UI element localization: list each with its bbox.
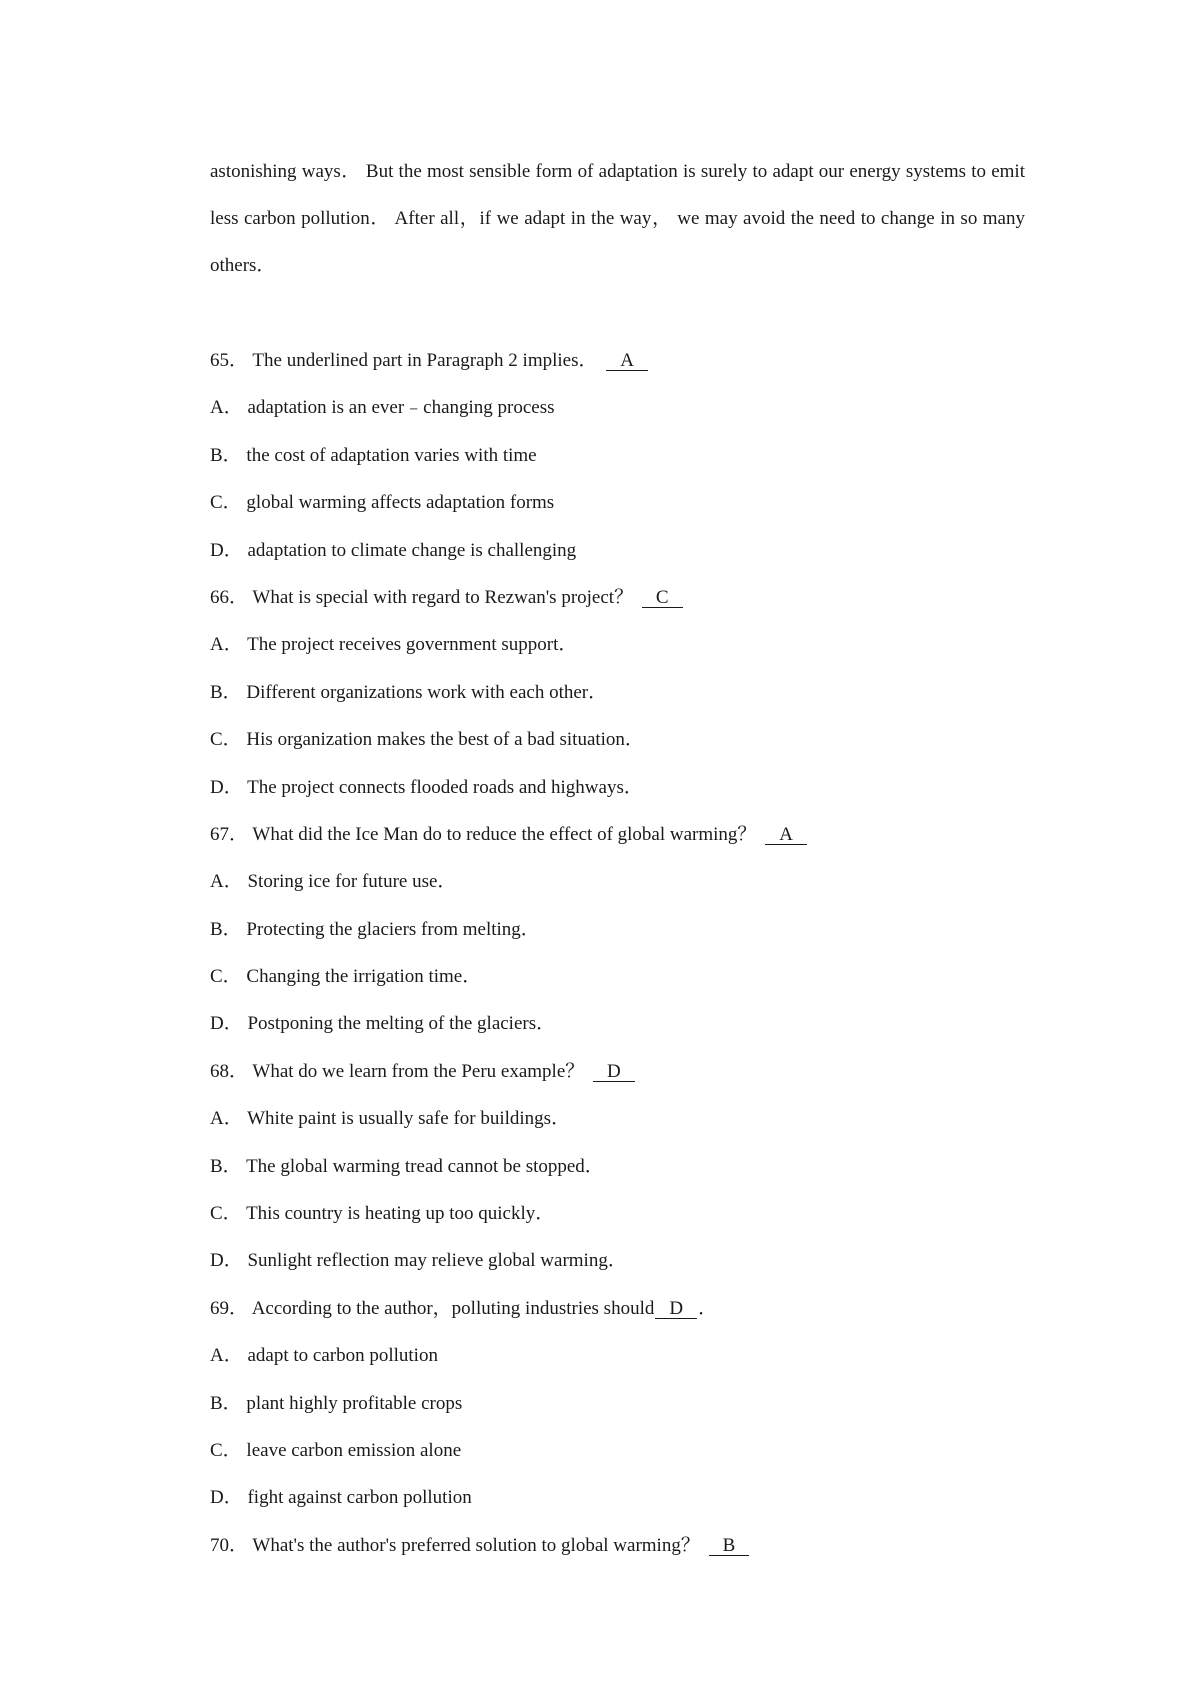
answer-blank: B <box>709 1536 750 1556</box>
answer-blank: D <box>655 1299 697 1319</box>
question-stem: 70． What's the author's preferred solution to global warming？ B <box>210 1522 1025 1569</box>
option-b: B． plant highly profitable crops <box>210 1392 463 1414</box>
question-stem: 66． What is special with regard to Rezwan's project？ C <box>210 574 1025 621</box>
option-c: C． His organization makes the best of a bad situation． <box>210 729 644 751</box>
option-d: D． Postponing the melting of the glaciers． <box>210 1013 556 1035</box>
question-66 <box>210 574 1025 811</box>
question-69 <box>210 1285 1025 1522</box>
answer-blank: A <box>765 825 807 845</box>
option-c: C． Changing the irrigation time． <box>210 966 482 988</box>
passage-paragraph: astonishing ways． But the most sensible form of adaptation is surely to adapt our energy systems to emit less carbon pollution． After all，if we adapt in the way， we may avoid the need to change in so many others． <box>210 161 1025 276</box>
option-b: B． Different organizations work with each other． <box>210 681 608 703</box>
option-b: B． the cost of adaptation varies with time <box>210 444 537 466</box>
section-gap <box>210 289 1025 337</box>
question-stem: 68． What do we learn from the Peru example？ D <box>210 1048 1025 1095</box>
option-b: B． The global warming tread cannot be stopped． <box>210 1155 604 1177</box>
option-c: C． This country is heating up too quickly． <box>210 1203 555 1225</box>
question-stem: 65． The underlined part in Paragraph 2 implies． A <box>210 337 1025 384</box>
question-67 <box>210 811 1025 1048</box>
option-a: A． adaptation is an ever﹣changing process <box>210 397 555 419</box>
option-c: C． leave carbon emission alone <box>210 1439 462 1461</box>
question-stem: 67． What did the Ice Man do to reduce the effect of global warming？ A <box>210 811 1025 858</box>
option-a: A． Storing ice for future use． <box>210 871 457 893</box>
answer-blank: C <box>642 588 683 608</box>
document-page <box>210 148 1025 1569</box>
option-a: A． White paint is usually safe for buildings． <box>210 1108 571 1130</box>
option-d: D． fight against carbon pollution <box>210 1487 472 1509</box>
option-c: C． global warming affects adaptation forms <box>210 492 555 514</box>
option-b: B． Protecting the glaciers from melting． <box>210 918 540 940</box>
option-d: D． adaptation to climate change is challenging <box>210 539 577 561</box>
question-68 <box>210 1048 1025 1285</box>
question-70 <box>210 1522 1025 1569</box>
question-stem: 69． According to the author，polluting industries should D ． <box>210 1297 718 1319</box>
answer-blank: A <box>606 351 648 371</box>
question-65 <box>210 337 1025 574</box>
option-a: A． The project receives government support． <box>210 634 578 656</box>
option-d: D． The project connects flooded roads and highways． <box>210 776 643 798</box>
option-a: A． adapt to carbon pollution <box>210 1345 438 1367</box>
answer-blank: D <box>593 1062 635 1082</box>
option-d: D． Sunlight reflection may relieve global warming． <box>210 1250 627 1272</box>
